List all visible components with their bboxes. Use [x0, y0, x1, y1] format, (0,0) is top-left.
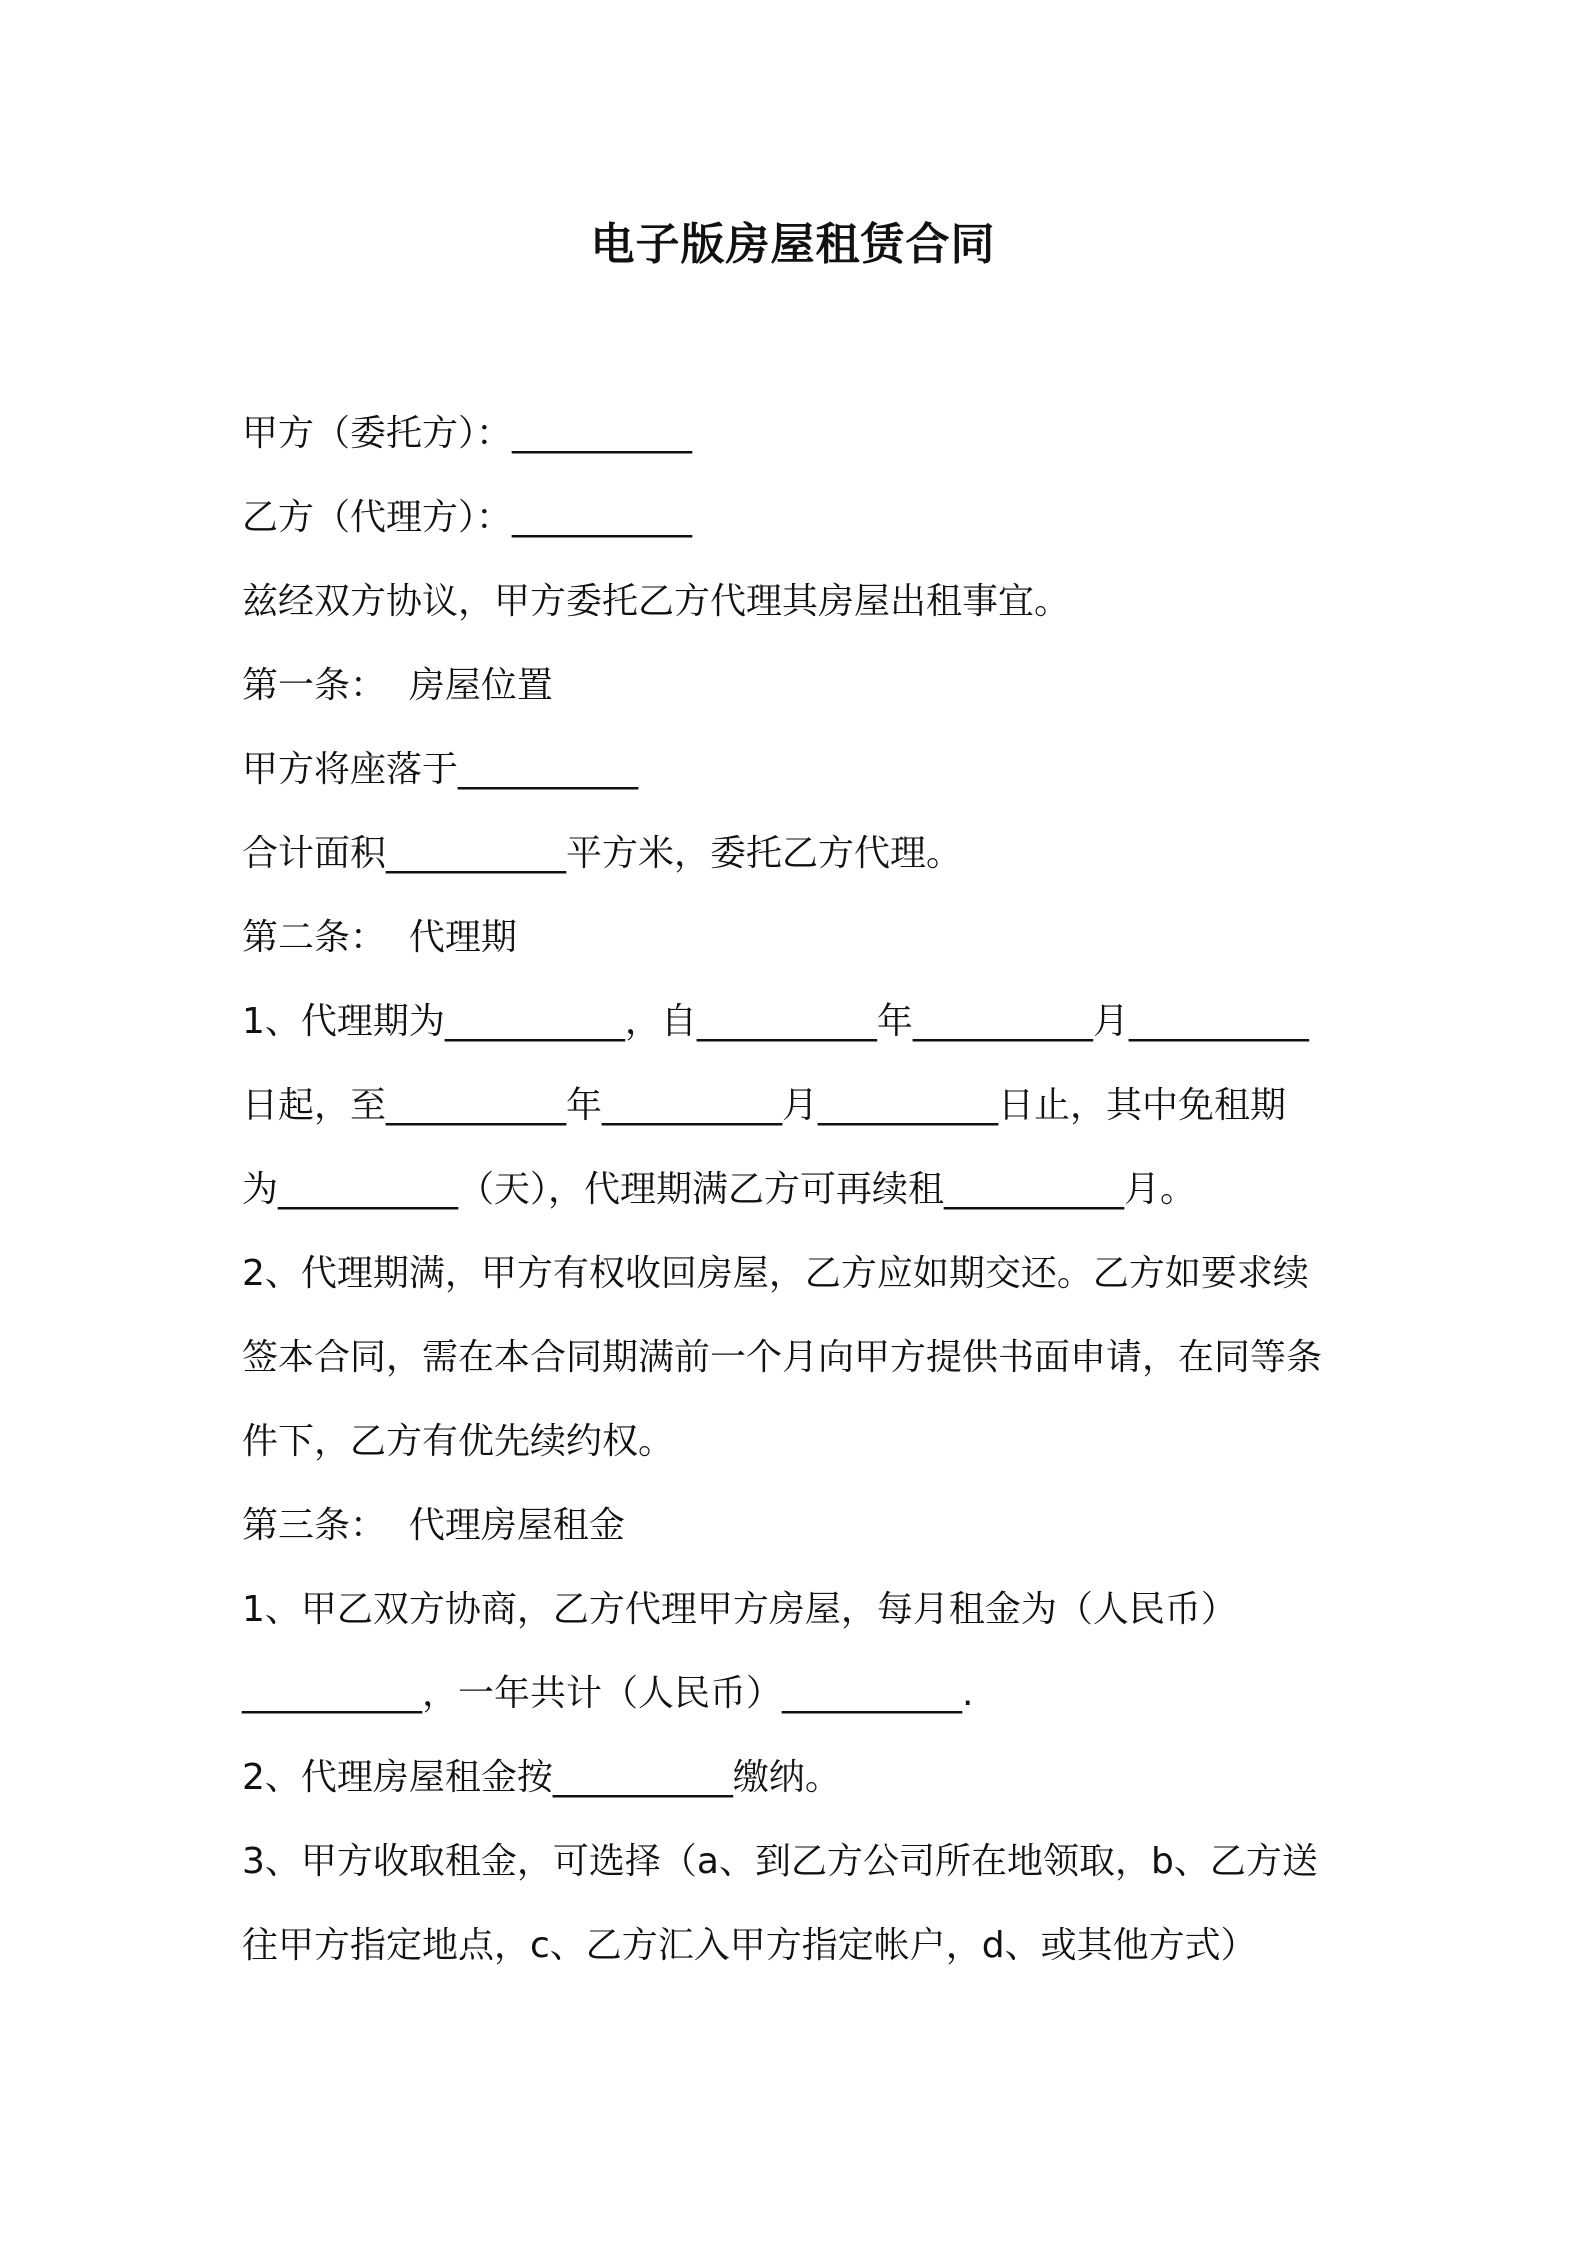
paragraph-line: 日起，至__________年__________月__________日止，其中免租期: [242, 1085, 1287, 1126]
paragraph-line: 往甲方指定地点，c、乙方汇入甲方指定帐户，d、或其他方式）: [242, 1925, 1257, 1966]
paragraph-line: 为__________（天），代理期满乙方可再续租__________月。: [242, 1169, 1197, 1210]
paragraph-line: 1、甲乙双方协商，乙方代理甲方房屋，每月租金为（人民币）: [242, 1589, 1237, 1630]
document-title: 电子版房屋租赁合同: [590, 219, 996, 270]
article-3-heading: 第三条： 代理房屋租金: [242, 1505, 625, 1546]
agreement-intro: 兹经双方协议，甲方委托乙方代理其房屋出租事宜。: [242, 581, 1071, 622]
article-1-heading: 第一条： 房屋位置: [242, 665, 553, 706]
paragraph-line: 签本合同，需在本合同期满前一个月向甲方提供书面申请，在同等条: [242, 1337, 1323, 1378]
paragraph-line: 件下，乙方有优先续约权。: [242, 1421, 675, 1462]
paragraph-line: 2、代理期满，甲方有权收回房屋，乙方应如期交还。乙方如要求续: [242, 1253, 1309, 1294]
paragraph-line: 3、甲方收取租金，可选择（a、到乙方公司所在地领取，b、乙方送: [242, 1841, 1318, 1882]
paragraph-line: 甲方将座落于__________: [242, 749, 639, 790]
party-b-line: 乙方（代理方）：__________: [242, 497, 693, 538]
paragraph-line: 合计面积__________平方米，委托乙方代理。: [242, 833, 963, 874]
article-2-heading: 第二条： 代理期: [242, 917, 517, 958]
paragraph-line: __________，一年共计（人民币）__________.: [242, 1673, 974, 1714]
paragraph-line: 2、代理房屋租金按__________缴纳。: [242, 1757, 841, 1798]
paragraph-line: 1、代理期为__________，自__________年__________月__________: [242, 1001, 1309, 1042]
party-a-line: 甲方（委托方）：__________: [242, 413, 693, 454]
